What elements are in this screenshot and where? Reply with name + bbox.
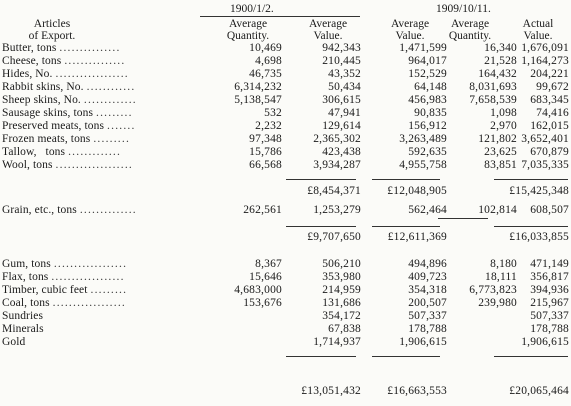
actual-value: 1,164,273 — [521, 55, 569, 67]
actual-value: 670,879 — [530, 146, 569, 158]
avg-value-mid: 178,788 — [408, 323, 447, 335]
avg-quantity-1909: 7,658,539 — [469, 94, 517, 106]
grain-quantity-rule — [438, 218, 488, 219]
avg-value-mid: 507,337 — [408, 310, 447, 322]
total-rule — [286, 356, 356, 357]
avg-value-1900: 942,343 — [322, 42, 361, 54]
avg-value-1900: 1,714,937 — [313, 336, 361, 348]
avg-quantity-1909: 18,111 — [485, 271, 517, 283]
row-label: Gold — [2, 336, 26, 348]
row-label: Rabbit skins, No. — [2, 81, 84, 93]
table-row — [0, 82, 571, 94]
subtotal-rule — [494, 179, 568, 180]
avg-value-mid: 64,148 — [414, 81, 447, 93]
avg-quantity-1909: 102,814 — [478, 204, 517, 216]
table-row — [0, 337, 571, 349]
leader-dots: ............ — [86, 81, 136, 93]
actual-value: 608,507 — [530, 204, 569, 216]
row-label: Timber, cubic feet — [2, 284, 88, 296]
avg-value-1900: 210,445 — [322, 55, 361, 67]
table-row — [0, 324, 571, 336]
header-avg-value-mid: Average Value. — [390, 18, 430, 42]
subtotal-avg-value-mid: £12,048,905 — [387, 185, 447, 197]
avg-quantity-1909: 21,528 — [484, 55, 517, 67]
avg-value-1900: 353,980 — [322, 271, 361, 283]
leader-dots: ......... — [93, 133, 131, 145]
leader-dots: ......... — [96, 107, 133, 119]
avg-quantity-1909: 16,340 — [484, 42, 517, 54]
row-label: Butter, tons — [2, 42, 57, 54]
row-label: Sausage skins, tons — [2, 107, 94, 119]
avg-value-1900: 423,438 — [322, 146, 361, 158]
subtotal-rule — [286, 226, 356, 227]
avg-quantity-1900: 6,314,232 — [234, 81, 282, 93]
avg-value-1900: 1,253,279 — [313, 204, 361, 216]
actual-value: 162,015 — [530, 120, 569, 132]
avg-value-mid: 1,471,599 — [399, 42, 447, 54]
table-row — [0, 285, 571, 297]
row-label: Coal, tons — [2, 297, 50, 309]
period-1900-underline — [200, 16, 360, 17]
actual-value: 7,035,335 — [521, 159, 569, 171]
avg-quantity-1909: 121,802 — [478, 133, 517, 145]
total-rule — [372, 356, 440, 357]
avg-quantity-1900: 10,469 — [249, 42, 282, 54]
table-row — [0, 134, 571, 146]
actual-value: 394,936 — [530, 284, 569, 296]
subtotal-actual-value: £15,425,348 — [509, 185, 569, 197]
avg-value-mid: 456,983 — [408, 94, 447, 106]
avg-value-1900: 129,614 — [322, 120, 361, 132]
avg-quantity-1900: 4,698 — [255, 55, 282, 67]
table-row — [0, 95, 571, 107]
avg-value-1900: 306,615 — [322, 94, 361, 106]
subtotal-rule — [372, 226, 440, 227]
actual-value: 74,416 — [536, 107, 569, 119]
avg-quantity-1900: 66,568 — [249, 159, 282, 171]
table-row — [0, 43, 571, 55]
table-row — [0, 69, 571, 81]
row-label: Preserved meats, tons — [2, 120, 105, 132]
actual-value: 471,149 — [530, 258, 569, 270]
actual-value: 1,676,091 — [521, 42, 569, 54]
row-label: Minerals — [2, 323, 44, 335]
leader-dots: ............... — [59, 42, 121, 54]
actual-value: 99,672 — [536, 81, 569, 93]
avg-value-mid: 354,318 — [408, 284, 447, 296]
avg-quantity-1909: 2,970 — [490, 120, 517, 132]
avg-value-mid: 152,529 — [408, 68, 447, 80]
leader-dots: ................... — [55, 159, 133, 171]
total-avg-value-mid: £16,663,553 — [387, 385, 447, 397]
table-row — [0, 56, 571, 68]
subtotal-row — [0, 232, 571, 244]
leader-dots: ............... — [64, 55, 126, 67]
avg-quantity-1900: 262,561 — [243, 204, 282, 216]
leader-dots: .................. — [55, 68, 129, 80]
actual-value: 3,652,401 — [521, 133, 569, 145]
row-label: Cheese, tons — [2, 55, 62, 67]
subtotal-rule — [494, 226, 568, 227]
avg-quantity-1909: 6,773,823 — [469, 284, 517, 296]
header-avg-value-1900: Average Value. — [308, 18, 348, 42]
leader-dots: .................. — [53, 258, 128, 270]
avg-value-1900: 131,686 — [322, 297, 361, 309]
avg-value-mid: 592,635 — [408, 146, 447, 158]
avg-value-1900: 67,838 — [328, 323, 361, 335]
row-label: Frozen meats, tons — [2, 133, 91, 145]
avg-quantity-1900: 2,232 — [255, 120, 282, 132]
avg-value-1900: 214,959 — [322, 284, 361, 296]
avg-quantity-1900: 97,348 — [249, 133, 282, 145]
subtotal-avg-value-1900: £9,707,650 — [307, 231, 361, 243]
period-1909-header: 1909/10/11. — [436, 3, 491, 15]
leader-dots: ............. — [68, 146, 122, 158]
row-label: Hides, No. — [2, 68, 53, 80]
subtotal-avg-value-mid: £12,611,369 — [387, 231, 447, 243]
avg-value-mid: 562,464 — [408, 204, 447, 216]
subtotal-rule — [372, 179, 440, 180]
leader-dots: ....... — [107, 120, 136, 132]
avg-quantity-1909: 8,180 — [490, 258, 517, 270]
actual-value: 204,221 — [530, 68, 569, 80]
actual-value: 215,967 — [530, 297, 569, 309]
avg-quantity-1900: 532 — [264, 107, 282, 119]
avg-quantity-1909: 8,031,693 — [469, 81, 517, 93]
period-1900-header: 1900/1/2. — [230, 3, 274, 15]
avg-value-mid: 3,263,489 — [399, 133, 447, 145]
table-row — [0, 205, 571, 217]
subtotal-row — [0, 186, 571, 198]
avg-value-1900: 3,934,287 — [313, 159, 361, 171]
table-row — [0, 259, 571, 271]
avg-value-1900: 2,365,302 — [313, 133, 361, 145]
avg-quantity-1900: 8,367 — [255, 258, 282, 270]
avg-value-mid: 964,017 — [408, 55, 447, 67]
avg-value-1900: 50,434 — [328, 81, 361, 93]
row-label: Wool, tons — [2, 159, 53, 171]
avg-quantity-1900: 46,735 — [249, 68, 282, 80]
avg-quantity-1900: 153,676 — [243, 297, 282, 309]
actual-value: 356,817 — [530, 271, 569, 283]
table-row — [0, 298, 571, 310]
table-row — [0, 272, 571, 284]
leader-dots: ............. — [83, 94, 137, 106]
total-actual-value: £20,065,464 — [509, 385, 569, 397]
avg-value-mid: 494,896 — [408, 258, 447, 270]
actual-value: 178,788 — [530, 323, 569, 335]
leader-dots: .................. — [52, 297, 126, 309]
avg-quantity-1909: 1,098 — [490, 107, 517, 119]
avg-value-1900: 354,172 — [322, 310, 361, 322]
avg-value-1900: 506,210 — [322, 258, 361, 270]
row-label: Sundries — [2, 310, 44, 322]
total-rule — [494, 356, 568, 357]
leader-dots: .................. — [51, 271, 125, 283]
actual-value: 683,345 — [530, 94, 569, 106]
row-label: Sheep skins, No. — [2, 94, 81, 106]
avg-quantity-1900: 15,646 — [249, 271, 282, 283]
table-row — [0, 311, 571, 323]
table-row — [0, 108, 571, 120]
avg-quantity-1909: 83,851 — [484, 159, 517, 171]
subtotal-actual-value: £16,033,855 — [509, 231, 569, 243]
header-avg-quantity-1909: Average Quantity. — [448, 18, 492, 42]
actual-value: 507,337 — [530, 310, 569, 322]
row-label: Grain, etc., tons — [2, 204, 77, 216]
avg-value-mid: 409,723 — [408, 271, 447, 283]
avg-value-mid: 156,912 — [408, 120, 447, 132]
avg-quantity-1909: 164,432 — [478, 68, 517, 80]
avg-value-mid: 90,835 — [414, 107, 447, 119]
total-avg-value-1900: £13,051,432 — [301, 385, 361, 397]
avg-value-mid: 200,507 — [408, 297, 447, 309]
avg-quantity-1909: 239,980 — [478, 297, 517, 309]
articles-header: Articles of Export. — [28, 18, 76, 42]
avg-value-mid: 1,906,615 — [399, 336, 447, 348]
row-label: Flax, tons — [2, 271, 49, 283]
actual-value: 1,906,615 — [521, 336, 569, 348]
header-avg-quantity-1900: Average Quantity. — [226, 18, 270, 42]
avg-quantity-1909: 23,625 — [484, 146, 517, 158]
table-row — [0, 160, 571, 172]
header-actual-value: Actual Value. — [522, 18, 554, 42]
leader-dots: .............. — [79, 204, 137, 216]
avg-value-mid: 4,955,758 — [399, 159, 447, 171]
leader-dots: ......... — [90, 284, 128, 296]
avg-quantity-1900: 5,138,547 — [234, 94, 282, 106]
avg-quantity-1900: 15,786 — [249, 146, 282, 158]
avg-quantity-1900: 4,683,000 — [234, 284, 282, 296]
grand-total-row — [0, 386, 571, 398]
table-row — [0, 147, 571, 159]
subtotal-avg-value-1900: £8,454,371 — [307, 185, 361, 197]
subtotal-rule — [286, 179, 356, 180]
row-label: Gum, tons — [2, 258, 51, 270]
avg-value-1900: 47,941 — [328, 107, 361, 119]
table-row — [0, 121, 571, 133]
row-label: Tallow, tons — [2, 146, 66, 158]
avg-value-1900: 43,352 — [328, 68, 361, 80]
